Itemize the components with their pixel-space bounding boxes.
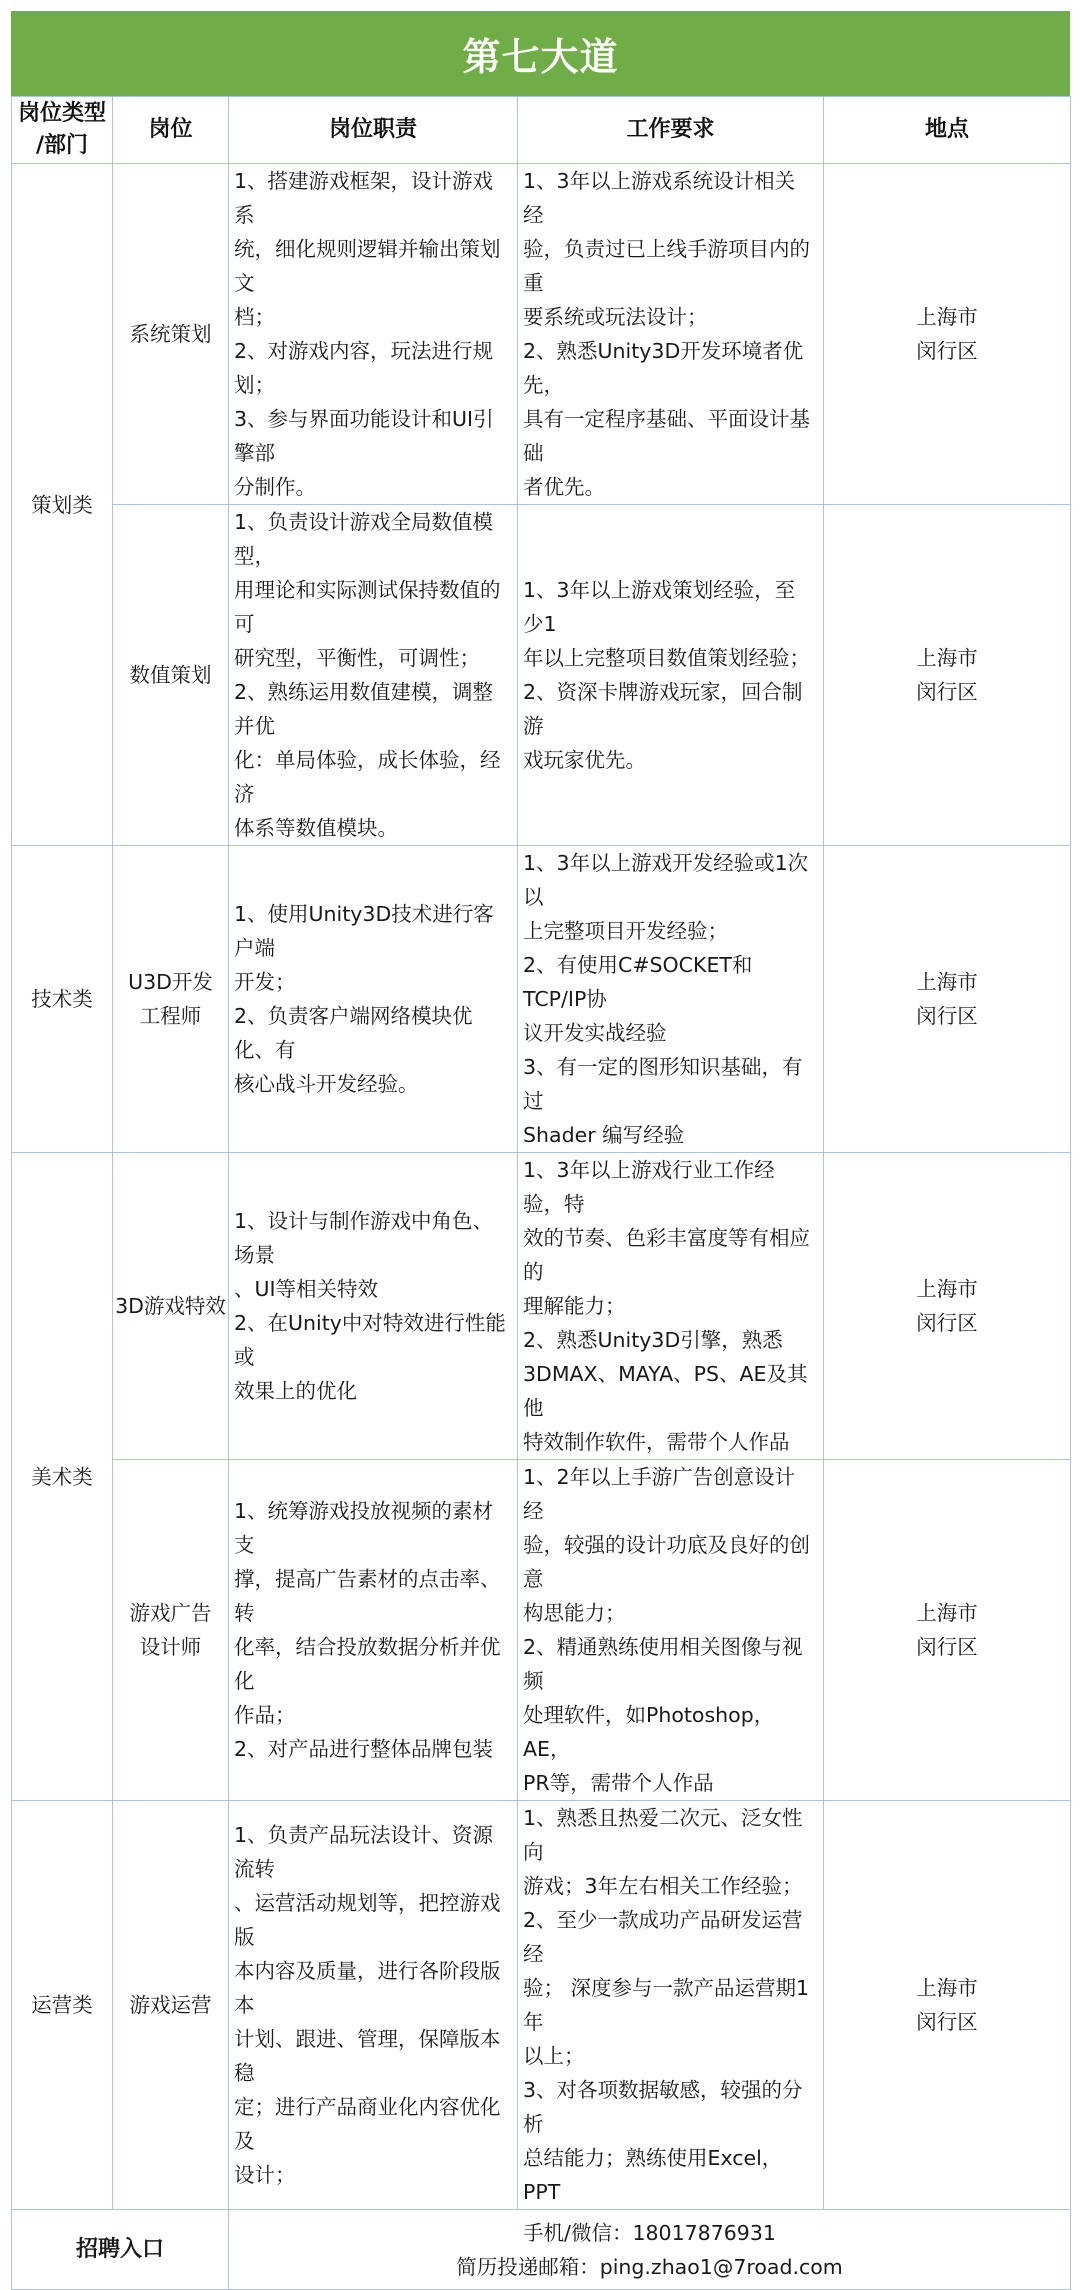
requirement-cell: 1、3年以上游戏策划经验，至少1 年以上完整项目数值策划经验； 2、资深卡牌游戏玩家，回合制游 戏玩家优先。 [518, 505, 824, 846]
table-row [12, 846, 1071, 1153]
location-cell: 上海市 闵行区 [824, 1153, 1071, 1460]
header-row [12, 97, 1071, 164]
phone-text: 手机/微信：18017876931 [523, 2220, 776, 2245]
position-cell: 系统策划 [113, 164, 229, 505]
job-table [11, 96, 1071, 2290]
requirement-cell: 1、3年以上游戏系统设计相关经 验，负责过已上线手游项目内的重 要系统或玩法设计； 2、熟悉Unity3D开发环境者优先， 具有一定程序基础、平面设计基础 者优先。 [518, 164, 824, 505]
duty-cell: 1、负责产品玩法设计、资源流转 、运营活动规划等，把控游戏版 本内容及质量，进行各阶段版本 计划、跟进、管理，保障版本稳 定；进行产品商业化内容优化及 设计； [229, 1801, 518, 2210]
group-tech: 技术类 [12, 846, 113, 1153]
duty-cell: 1、设计与制作游戏中角色、场景 、UI等相关特效 2、在Unity中对特效进行性能或 效果上的优化 [229, 1153, 518, 1460]
table-row [12, 1801, 1071, 2210]
position-cell: 游戏广告 设计师 [113, 1460, 229, 1801]
group-ops: 运营类 [12, 1801, 113, 2210]
position-cell: 3D游戏特效 [113, 1153, 229, 1460]
location-cell: 上海市 闵行区 [824, 846, 1071, 1153]
header-position: 岗位 [113, 97, 229, 164]
footer-row [12, 2210, 1071, 2290]
location-cell: 上海市 闵行区 [824, 1801, 1071, 2210]
group-planning: 策划类 [12, 164, 113, 846]
requirement-cell: 1、3年以上游戏开发经验或1次以 上完整项目开发经验； 2、有使用C#SOCKET和 TCP/IP协 议开发实战经验 3、有一定的图形知识基础，有过 Shader 编写经验 [518, 846, 824, 1153]
header-requirement: 工作要求 [518, 97, 824, 164]
table-row [12, 505, 1071, 846]
header-location: 地点 [824, 97, 1071, 164]
location-cell: 上海市 闵行区 [824, 1460, 1071, 1801]
location-cell: 上海市 闵行区 [824, 164, 1071, 505]
duty-cell: 1、使用Unity3D技术进行客户端 开发； 2、负责客户端网络模块优化、有 核心战斗开发经验。 [229, 846, 518, 1153]
duty-cell: 1、搭建游戏框架，设计游戏系 统，细化规则逻辑并输出策划文 档； 2、对游戏内容，玩法进行规划； 3、参与界面功能设计和UI引擎部 分制作。 [229, 164, 518, 505]
table-row [12, 164, 1071, 505]
requirement-cell: 1、3年以上游戏行业工作经验，特 效的节奏、色彩丰富度等有相应的 理解能力； 2、熟悉Unity3D引擎，熟悉 3DMAX、MAYA、PS、AE及其他 特效制作软件，需带个人作品 [518, 1153, 824, 1460]
requirement-cell: 1、2年以上手游广告创意设计经 验，较强的设计功底及良好的创意 构思能力； 2、精通熟练使用相关图像与视频 处理软件，如Photoshop，AE， PR等，需带个人作品 [518, 1460, 824, 1801]
requirement-cell: 1、熟悉且热爱二次元、泛女性向 游戏；3年左右相关工作经验； 2、至少一款成功产品研发运营经 验； 深度参与一款产品运营期1年 以上； 3、对各项数据敏感，较强的分析 总结能力；熟练使用Excel，PPT [518, 1801, 824, 2210]
group-art: 美术类 [12, 1153, 113, 1801]
location-cell: 上海市 闵行区 [824, 505, 1071, 846]
header-type: 岗位类型 /部门 [12, 97, 113, 164]
contact-cell [229, 2210, 1071, 2290]
table-row [12, 1153, 1071, 1460]
position-cell: U3D开发 工程师 [113, 846, 229, 1153]
header-duty: 岗位职责 [229, 97, 518, 164]
duty-cell: 1、统筹游戏投放视频的素材支 撑，提高广告素材的点击率、转 化率，结合投放数据分析并优化 作品； 2、对产品进行整体品牌包装 [229, 1460, 518, 1801]
page-title: 第七大道 [11, 11, 1070, 96]
position-cell: 游戏运营 [113, 1801, 229, 2210]
recruitment-sheet [11, 11, 1070, 2290]
position-cell: 数值策划 [113, 505, 229, 846]
table-row [12, 1460, 1071, 1801]
duty-cell: 1、负责设计游戏全局数值模型， 用理论和实际测试保持数值的可 研究型，平衡性，可调性； 2、熟练运用数值建模，调整并优 化：单局体验，成长体验，经济 体系等数值模块。 [229, 505, 518, 846]
email-text: 简历投递邮箱：ping.zhao1@7road.com [456, 2254, 843, 2279]
footer-label: 招聘入口 [12, 2210, 229, 2290]
